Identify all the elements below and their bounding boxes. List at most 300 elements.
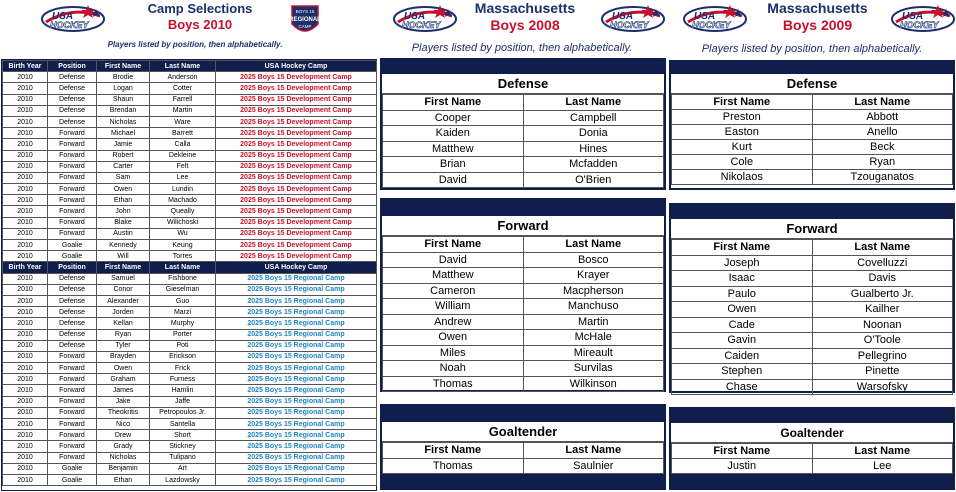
table-cell: Machado [150, 195, 216, 206]
left-subtitle: Boys 2010 [167, 17, 233, 32]
table-row [383, 126, 664, 142]
table-cell: Goalie [48, 463, 97, 474]
table-cell: Lundin [150, 184, 216, 195]
table-cell: Cameron [383, 283, 524, 299]
table-cell: Benjamin [97, 463, 150, 474]
left-title: Camp Selections [147, 1, 253, 16]
table-cell: Chase [672, 379, 813, 395]
table-cell: Manchuso [523, 299, 664, 315]
table-cell: Nicholas [97, 116, 150, 127]
table-cell: 2010 [3, 184, 48, 195]
table-cell: William [383, 299, 524, 315]
table-cell: 2010 [3, 452, 48, 463]
table-row [3, 116, 377, 127]
table-cell: Brodie [97, 72, 150, 83]
table-cell: 2025 Boys 15 Regional Camp [216, 430, 377, 441]
column-header: Last Name [150, 262, 216, 273]
table-cell: Mireault [523, 345, 664, 361]
table-cell: Ethan [97, 474, 150, 485]
table-row [3, 396, 377, 407]
table-row [672, 302, 953, 318]
table-cell: Kailher [812, 302, 953, 318]
camp-selection-table [2, 60, 377, 486]
table-cell: Thomas [383, 458, 524, 474]
table-cell: Defense [48, 318, 97, 329]
table-cell: Krayer [523, 268, 664, 284]
table-row [383, 141, 664, 157]
table-cell: Defense [48, 83, 97, 94]
column-header: Last Name [523, 95, 664, 111]
position-group-goaltender [669, 407, 955, 490]
table-cell: Defense [48, 284, 97, 295]
table-cell: Owen [97, 363, 150, 374]
table-row [383, 110, 664, 126]
table-cell: Keung [150, 240, 216, 251]
table-row [383, 268, 664, 284]
table-cell: Jake [97, 396, 150, 407]
table-header-row [383, 237, 664, 253]
table-cell: Grady [97, 441, 150, 452]
table-cell: Wu [150, 228, 216, 239]
right-title: Massachusetts [767, 0, 868, 16]
table-row [383, 252, 664, 268]
table-cell: Caiden [672, 348, 813, 364]
table-cell: Andrew [383, 314, 524, 330]
table-cell: 2010 [3, 172, 48, 183]
table-row [383, 330, 664, 346]
position-group-defense [669, 60, 955, 190]
column-header: USA Hockey Camp [216, 61, 377, 72]
table-cell: 2025 Boys 15 Regional Camp [216, 284, 377, 295]
table-cell: O'Toole [812, 333, 953, 349]
left-caption: Players listed by position, then alphabetically. [107, 40, 283, 49]
column-header: Last Name [150, 61, 216, 72]
table-cell: Goalie [48, 474, 97, 485]
roster-table [671, 443, 953, 474]
table-row [3, 240, 377, 251]
right-subtitle: Boys 2009 [782, 17, 853, 33]
table-cell: Mcfadden [523, 157, 664, 173]
table-cell: Forward [48, 206, 97, 217]
table-row [383, 345, 664, 361]
table-cell: Lee [812, 459, 953, 474]
table-cell: 2025 Boys 15 Development Camp [216, 240, 377, 251]
logo-usa-text: USA [694, 11, 716, 22]
table-cell: 2025 Boys 15 Regional Camp [216, 295, 377, 306]
table-row [3, 441, 377, 452]
table-cell: Conor [97, 284, 150, 295]
table-row [383, 172, 664, 188]
table-cell: 2010 [3, 83, 48, 94]
table-cell: Blake [97, 217, 150, 228]
roster-table [382, 94, 664, 188]
table-cell: Owen [97, 184, 150, 195]
roster-table [382, 442, 664, 474]
table-cell: 2010 [3, 72, 48, 83]
table-cell: Farrell [150, 94, 216, 105]
column-header: Last Name [812, 444, 953, 459]
position-heading: Goaltender [382, 422, 664, 442]
table-cell: Forward [48, 363, 97, 374]
column-header: Birth Year [3, 262, 48, 273]
table-cell: Forward [48, 139, 97, 150]
table-cell: Paulo [672, 286, 813, 302]
column-header: Last Name [812, 95, 953, 110]
table-row [3, 150, 377, 161]
table-cell: Forward [48, 228, 97, 239]
table-cell: Forward [48, 452, 97, 463]
position-heading: Forward [671, 219, 953, 239]
table-cell: 2025 Boys 15 Regional Camp [216, 273, 377, 284]
table-cell: 2025 Boys 15 Regional Camp [216, 452, 377, 463]
table-header-row [672, 444, 953, 459]
table-cell: Matthew [383, 141, 524, 157]
table-cell: Forward [48, 217, 97, 228]
table-row [672, 459, 953, 474]
table-cell: Forward [48, 430, 97, 441]
table-cell: Calla [150, 139, 216, 150]
table-cell: David [383, 172, 524, 188]
logo-hockey-text: HOCKEY [610, 20, 649, 30]
table-cell: Joseph [672, 255, 813, 271]
table-cell: Abbott [812, 110, 953, 125]
table-cell: Goalie [48, 240, 97, 251]
table-cell: 2025 Boys 15 Regional Camp [216, 374, 377, 385]
table-cell: Forward [48, 396, 97, 407]
table-cell: Jaffe [150, 396, 216, 407]
table-cell: Stickney [150, 441, 216, 452]
table-cell: 2010 [3, 385, 48, 396]
table-cell: Campbell [523, 110, 664, 126]
table-row [3, 307, 377, 318]
table-row [3, 195, 377, 206]
table-cell: 2010 [3, 195, 48, 206]
table-cell: Sam [97, 172, 150, 183]
table-cell: 2025 Boys 15 Regional Camp [216, 441, 377, 452]
table-cell: Guo [150, 295, 216, 306]
table-cell: Art [150, 463, 216, 474]
usa-hockey-logo [392, 2, 458, 34]
table-cell: 2025 Boys 15 Development Camp [216, 83, 377, 94]
table-cell: Forward [48, 184, 97, 195]
table-row [672, 379, 953, 395]
table-cell: Short [150, 430, 216, 441]
table-cell: Queally [150, 206, 216, 217]
table-cell: Poti [150, 340, 216, 351]
table-cell: Pellegrino [812, 348, 953, 364]
table-cell: Anderson [150, 72, 216, 83]
roster-table [671, 94, 953, 185]
position-group-forward [669, 203, 955, 393]
table-cell: Robert [97, 150, 150, 161]
column-header: Position [48, 262, 97, 273]
usa-hockey-logo [40, 2, 106, 34]
table-cell: Jorden [97, 307, 150, 318]
table-cell: Forward [48, 195, 97, 206]
table-cell: Forward [48, 385, 97, 396]
table-cell: Austin [97, 228, 150, 239]
table-cell: Nico [97, 419, 150, 430]
logo-hockey-text: HOCKEY [402, 20, 441, 30]
table-header-row [3, 61, 377, 72]
table-cell: Logan [97, 83, 150, 94]
table-cell: Defense [48, 307, 97, 318]
table-cell: Goalie [48, 251, 97, 262]
table-cell: Gavin [672, 333, 813, 349]
table-row [3, 83, 377, 94]
table-cell: Nicholas [97, 452, 150, 463]
table-cell: Bosco [523, 252, 664, 268]
table-cell: 2010 [3, 284, 48, 295]
table-row [3, 284, 377, 295]
table-cell: 2025 Boys 15 Development Camp [216, 217, 377, 228]
table-cell: Jamie [97, 139, 150, 150]
table-cell: James [97, 385, 150, 396]
usa-hockey-logo [890, 2, 956, 34]
position-group-goaltender [380, 404, 666, 490]
table-cell: 2010 [3, 105, 48, 116]
table-cell: 2010 [3, 273, 48, 284]
table-cell: Brayden [97, 351, 150, 362]
logo-hockey-text: HOCKEY [692, 20, 731, 30]
table-row [3, 351, 377, 362]
table-cell: Forward [48, 419, 97, 430]
table-cell: Hines [523, 141, 664, 157]
table-cell: Ryan [97, 329, 150, 340]
table-cell: 2025 Boys 15 Development Camp [216, 184, 377, 195]
table-cell: Defense [48, 340, 97, 351]
table-cell: 2010 [3, 240, 48, 251]
table-row [3, 363, 377, 374]
table-cell: Owen [672, 302, 813, 318]
table-cell: 2025 Boys 15 Development Camp [216, 206, 377, 217]
table-cell: O'Brien [523, 172, 664, 188]
table-cell: 2025 Boys 15 Regional Camp [216, 407, 377, 418]
table-cell: 2010 [3, 396, 48, 407]
table-cell: Murphy [150, 318, 216, 329]
table-cell: Martin [523, 314, 664, 330]
roster-table [382, 236, 664, 392]
table-cell: Forward [48, 441, 97, 452]
table-row [3, 94, 377, 105]
table-cell: Ryan [812, 155, 953, 170]
table-cell: 2010 [3, 329, 48, 340]
table-cell: Forward [48, 172, 97, 183]
table-cell: 2010 [3, 351, 48, 362]
table-cell: Cole [672, 155, 813, 170]
table-cell: 2010 [3, 139, 48, 150]
table-cell: Warsofsky [812, 379, 953, 395]
header-bar [382, 406, 664, 422]
table-cell: Kurt [672, 140, 813, 155]
table-row [3, 340, 377, 351]
position-heading: Goaltender [671, 423, 953, 443]
table-row [383, 458, 664, 474]
table-cell: Michael [97, 128, 150, 139]
table-cell: Lee [150, 172, 216, 183]
table-cell: Matthew [383, 268, 524, 284]
table-cell: Tulipano [150, 452, 216, 463]
table-cell: Cotter [150, 83, 216, 94]
table-cell: 2010 [3, 363, 48, 374]
table-header-row [672, 95, 953, 110]
table-cell: Defense [48, 116, 97, 127]
column-header: Last Name [523, 443, 664, 459]
table-row [3, 72, 377, 83]
table-cell: Samuel [97, 273, 150, 284]
table-cell: Tyler [97, 340, 150, 351]
table-cell: 2010 [3, 251, 48, 262]
table-cell: Defense [48, 72, 97, 83]
table-cell: Petropoulos Jr. [150, 407, 216, 418]
table-header-row [383, 443, 664, 459]
table-row [3, 161, 377, 172]
column-header: First Name [672, 95, 813, 110]
table-row [383, 314, 664, 330]
table-row [3, 407, 377, 418]
table-cell: Gualberto Jr. [812, 286, 953, 302]
table-row [383, 283, 664, 299]
position-heading: Defense [382, 74, 664, 94]
table-cell: Forward [48, 150, 97, 161]
table-cell: 2010 [3, 430, 48, 441]
table-cell: Furness [150, 374, 216, 385]
table-cell: Forward [48, 128, 97, 139]
table-cell: Davis [812, 271, 953, 287]
table-cell: Barrett [150, 128, 216, 139]
table-cell: Defense [48, 329, 97, 340]
table-cell: 2025 Boys 15 Regional Camp [216, 396, 377, 407]
column-header: Birth Year [3, 61, 48, 72]
table-cell: 2010 [3, 419, 48, 430]
table-row [383, 157, 664, 173]
roster-table [671, 239, 953, 395]
table-row [3, 273, 377, 284]
table-row [3, 474, 377, 485]
table-cell: 2025 Boys 15 Regional Camp [216, 363, 377, 374]
table-cell: Forward [48, 407, 97, 418]
table-cell: Theokritis [97, 407, 150, 418]
table-row [3, 139, 377, 150]
table-cell: 2025 Boys 15 Development Camp [216, 94, 377, 105]
table-cell: 2025 Boys 15 Development Camp [216, 195, 377, 206]
table-cell: 2010 [3, 474, 48, 485]
table-row [672, 364, 953, 380]
logo-usa-text: USA [902, 11, 924, 22]
table-cell: Martin [150, 105, 216, 116]
table-cell: 2025 Boys 15 Development Camp [216, 128, 377, 139]
table-row [3, 184, 377, 195]
table-row [3, 295, 377, 306]
table-cell: Defense [48, 105, 97, 116]
table-cell: Defense [48, 94, 97, 105]
table-cell: 2025 Boys 15 Regional Camp [216, 463, 377, 474]
table-cell: Justin [672, 459, 813, 474]
table-cell: Carter [97, 161, 150, 172]
table-cell: 2025 Boys 15 Development Camp [216, 172, 377, 183]
table-row [3, 206, 377, 217]
table-row [3, 318, 377, 329]
table-header-row [3, 262, 377, 273]
table-header-row [383, 95, 664, 111]
table-cell: Isaac [672, 271, 813, 287]
column-header: USA Hockey Camp [216, 262, 377, 273]
badge-line2: REGIONAL [289, 17, 321, 23]
table-row [3, 128, 377, 139]
table-header-row [672, 240, 953, 256]
header-bar [382, 60, 664, 74]
table-row [672, 110, 953, 125]
table-cell: Forward [48, 351, 97, 362]
footer-bar [671, 474, 953, 488]
usa-hockey-logo [682, 2, 748, 34]
table-cell: Fishbone [150, 273, 216, 284]
table-cell: Brendan [97, 105, 150, 116]
table-cell: 2010 [3, 94, 48, 105]
table-cell: Survilas [523, 361, 664, 377]
table-cell: Tzouganatos [812, 170, 953, 185]
table-cell: Miles [383, 345, 524, 361]
table-cell: 2025 Boys 15 Regional Camp [216, 329, 377, 340]
table-cell: Noah [383, 361, 524, 377]
table-cell: 2010 [3, 340, 48, 351]
table-cell: Graham [97, 374, 150, 385]
table-cell: 2010 [3, 441, 48, 452]
table-cell: Erickson [150, 351, 216, 362]
table-cell: Anello [812, 125, 953, 140]
table-cell: Dekleine [150, 150, 216, 161]
mid-caption: Players listed by position, then alphabetically. [411, 42, 633, 54]
table-cell: Defense [48, 273, 97, 284]
table-cell: Easton [672, 125, 813, 140]
table-row [3, 251, 377, 262]
table-row [3, 463, 377, 474]
table-row [672, 170, 953, 185]
position-heading: Defense [671, 74, 953, 94]
header-bar [671, 409, 953, 423]
regional-camp-badge [286, 2, 324, 38]
table-cell: Ware [150, 116, 216, 127]
table-cell: Gieselman [150, 284, 216, 295]
table-cell: 2025 Boys 15 Development Camp [216, 139, 377, 150]
table-row [3, 374, 377, 385]
table-row [3, 105, 377, 116]
table-cell: Forward [48, 161, 97, 172]
table-cell: Cooper [383, 110, 524, 126]
table-cell: Stephen [672, 364, 813, 380]
table-cell: 2010 [3, 128, 48, 139]
table-cell: David [383, 252, 524, 268]
column-header: First Name [672, 444, 813, 459]
table-cell: Ethan [97, 195, 150, 206]
column-header: Position [48, 61, 97, 72]
table-cell: Cade [672, 317, 813, 333]
table-row [383, 299, 664, 315]
table-cell: Covelluzzi [812, 255, 953, 271]
table-cell: Nikolaos [672, 170, 813, 185]
table-cell: Wilichoski [150, 217, 216, 228]
table-row [3, 172, 377, 183]
table-cell: McHale [523, 330, 664, 346]
table-cell: Macpherson [523, 283, 664, 299]
table-row [672, 333, 953, 349]
table-cell: 2010 [3, 161, 48, 172]
table-cell: Hamlin [150, 385, 216, 396]
table-cell: 2025 Boys 15 Regional Camp [216, 351, 377, 362]
logo-usa-text: USA [612, 11, 634, 22]
table-cell: Pinette [812, 364, 953, 380]
table-cell: 2010 [3, 206, 48, 217]
